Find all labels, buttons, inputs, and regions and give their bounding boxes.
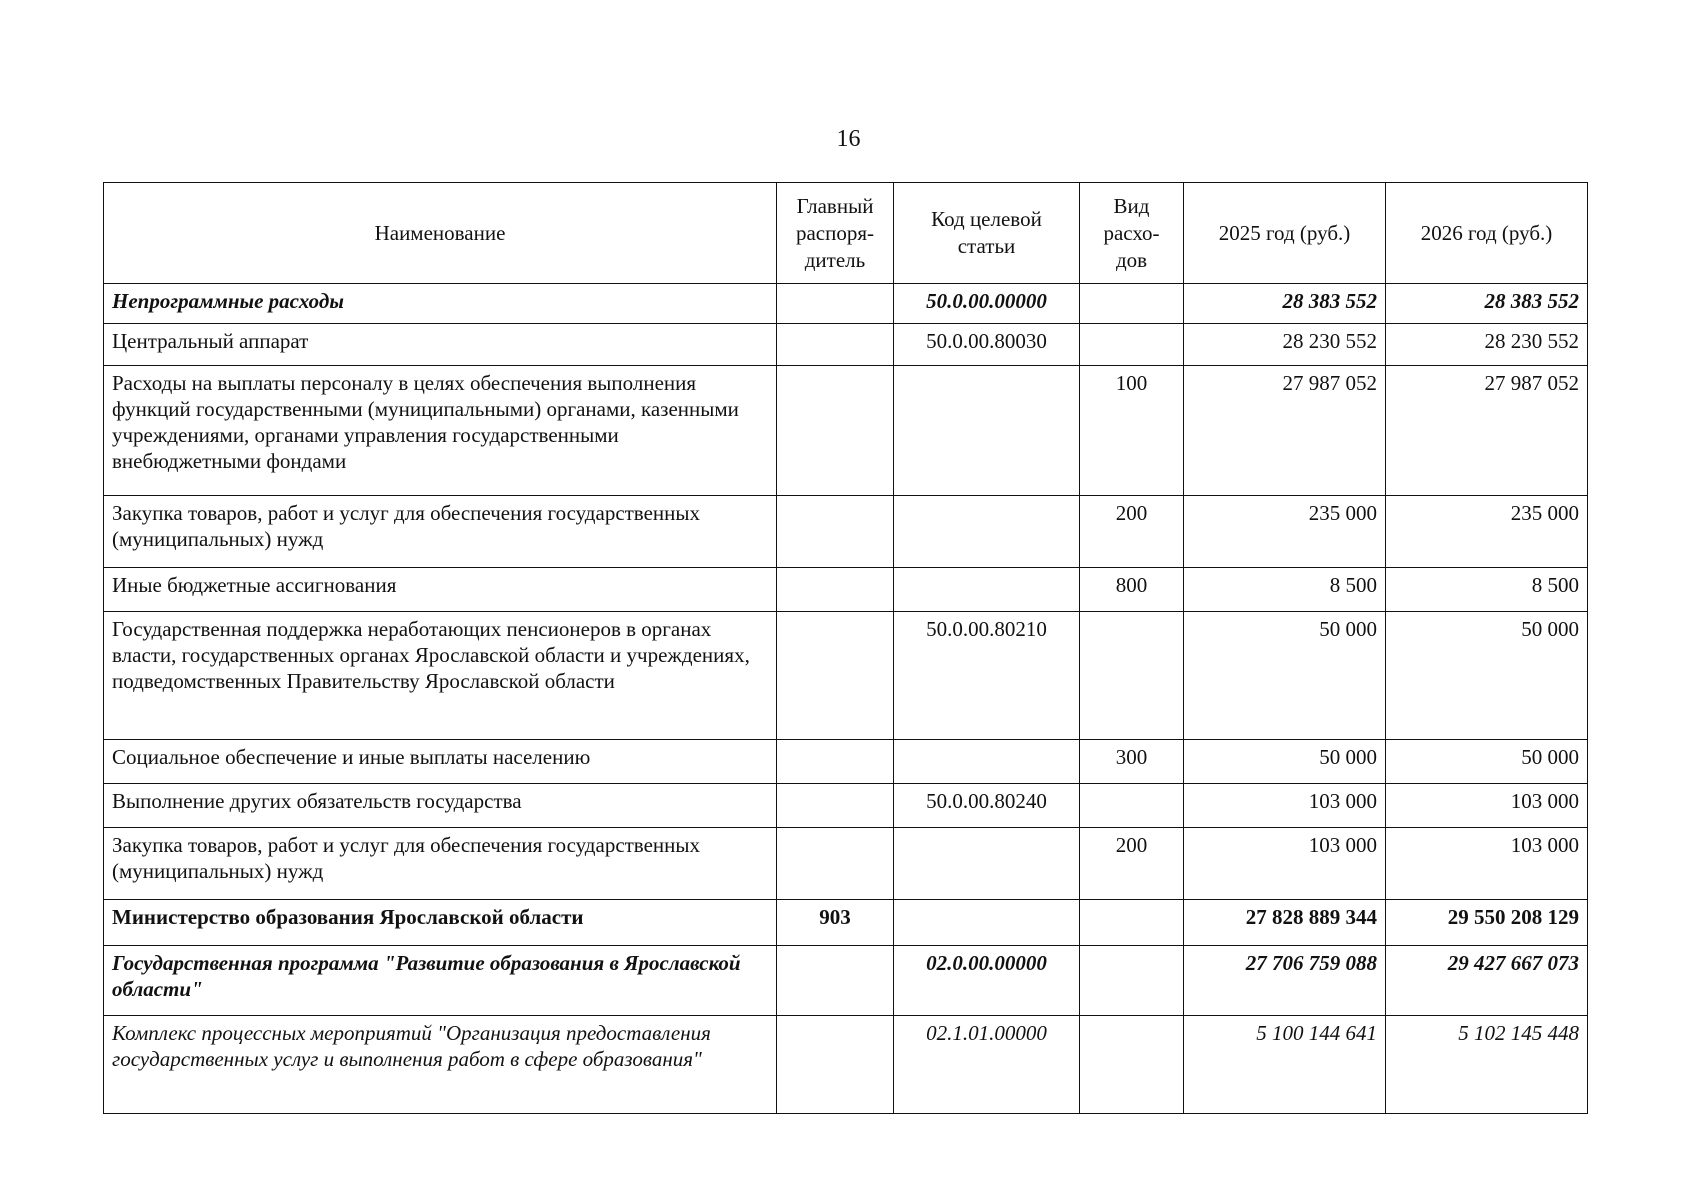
row-2025: 8 500: [1184, 568, 1386, 612]
row-2026: 27 987 052: [1386, 366, 1588, 496]
row-code: 02.0.00.00000: [894, 946, 1080, 1016]
row-2025: 103 000: [1184, 828, 1386, 900]
row-type: [1080, 784, 1184, 828]
table-row: [104, 366, 1588, 496]
row-manager: [777, 740, 894, 784]
header-name: Наименование: [104, 183, 777, 284]
row-2026: 50 000: [1386, 612, 1588, 740]
row-code: [894, 900, 1080, 946]
page-number: 16: [836, 126, 861, 152]
row-code: 50.0.00.80210: [894, 612, 1080, 740]
row-2026: 28 383 552: [1386, 284, 1588, 324]
row-code: [894, 366, 1080, 496]
table-row: [104, 900, 1588, 946]
row-manager: [777, 324, 894, 366]
row-2025: 27 987 052: [1184, 366, 1386, 496]
row-type: [1080, 284, 1184, 324]
row-2025: 50 000: [1184, 612, 1386, 740]
row-manager: [777, 946, 894, 1016]
row-manager: [777, 568, 894, 612]
row-code: 02.1.01.00000: [894, 1016, 1080, 1114]
row-2025: 28 383 552: [1184, 284, 1386, 324]
row-code: 50.0.00.00000: [894, 284, 1080, 324]
row-code: [894, 496, 1080, 568]
header-expense-type: Вид расхо-дов: [1080, 183, 1184, 284]
header-code: Код целевой статьи: [894, 183, 1080, 284]
row-2026: 103 000: [1386, 828, 1588, 900]
table-row: [104, 1016, 1588, 1114]
row-code: 50.0.00.80030: [894, 324, 1080, 366]
row-2025: 28 230 552: [1184, 324, 1386, 366]
row-name: Министерство образования Ярославской области: [104, 900, 777, 946]
row-name: Иные бюджетные ассигнования: [104, 568, 777, 612]
row-type: [1080, 946, 1184, 1016]
row-manager: [777, 612, 894, 740]
row-type: 300: [1080, 740, 1184, 784]
row-manager: [777, 784, 894, 828]
row-2026: 50 000: [1386, 740, 1588, 784]
row-name: Расходы на выплаты персоналу в целях обеспечения выполнения функций государственными (муниципальными) органами, казенными учреждениями, органами управления государственными внебюджетными фондами: [104, 366, 777, 496]
row-2025: 50 000: [1184, 740, 1386, 784]
row-name: Закупка товаров, работ и услуг для обеспечения государственных (муниципальных) нужд: [104, 496, 777, 568]
row-name: Центральный аппарат: [104, 324, 777, 366]
row-type: 100: [1080, 366, 1184, 496]
row-type: 200: [1080, 828, 1184, 900]
row-type: [1080, 900, 1184, 946]
budget-table: [103, 182, 1588, 1114]
table-row: [104, 828, 1588, 900]
row-2025: 235 000: [1184, 496, 1386, 568]
row-name: Социальное обеспечение и иные выплаты населению: [104, 740, 777, 784]
table-row: [104, 568, 1588, 612]
row-code: [894, 828, 1080, 900]
row-type: [1080, 1016, 1184, 1114]
header-2026: 2026 год (руб.): [1386, 183, 1588, 284]
row-2026: 28 230 552: [1386, 324, 1588, 366]
table-row: [104, 284, 1588, 324]
row-2025: 103 000: [1184, 784, 1386, 828]
row-manager: [777, 828, 894, 900]
row-2025: 27 828 889 344: [1184, 900, 1386, 946]
row-type: 200: [1080, 496, 1184, 568]
row-2026: 5 102 145 448: [1386, 1016, 1588, 1114]
row-name: Выполнение других обязательств государства: [104, 784, 777, 828]
row-2026: 29 427 667 073: [1386, 946, 1588, 1016]
table-row: [104, 324, 1588, 366]
row-name: Государственная программа "Развитие образования в Ярославской области": [104, 946, 777, 1016]
table-row: [104, 496, 1588, 568]
row-type: [1080, 612, 1184, 740]
row-code: 50.0.00.80240: [894, 784, 1080, 828]
row-name: Комплекс процессных мероприятий "Организация предоставления государственных услуг и выполнения работ в сфере образования": [104, 1016, 777, 1114]
table-row: [104, 740, 1588, 784]
row-2026: 103 000: [1386, 784, 1588, 828]
row-manager: 903: [777, 900, 894, 946]
row-name: Непрограммные расходы: [104, 284, 777, 324]
row-type: [1080, 324, 1184, 366]
table-header-row: [104, 183, 1588, 284]
header-2025: 2025 год (руб.): [1184, 183, 1386, 284]
table-row: [104, 784, 1588, 828]
row-manager: [777, 366, 894, 496]
row-2026: 29 550 208 129: [1386, 900, 1588, 946]
table-row: [104, 612, 1588, 740]
row-2026: 8 500: [1386, 568, 1588, 612]
row-2025: 5 100 144 641: [1184, 1016, 1386, 1114]
row-code: [894, 568, 1080, 612]
header-manager: Главный распоря-дитель: [777, 183, 894, 284]
row-code: [894, 740, 1080, 784]
row-name: Государственная поддержка неработающих пенсионеров в органах власти, государственных органах Ярославской области и учреждениях, подведомственных Правительству Ярославской области: [104, 612, 777, 740]
row-manager: [777, 284, 894, 324]
row-2025: 27 706 759 088: [1184, 946, 1386, 1016]
row-type: 800: [1080, 568, 1184, 612]
table-row: [104, 946, 1588, 1016]
row-2026: 235 000: [1386, 496, 1588, 568]
row-name: Закупка товаров, работ и услуг для обеспечения государственных (муниципальных) нужд: [104, 828, 777, 900]
row-manager: [777, 496, 894, 568]
row-manager: [777, 1016, 894, 1114]
